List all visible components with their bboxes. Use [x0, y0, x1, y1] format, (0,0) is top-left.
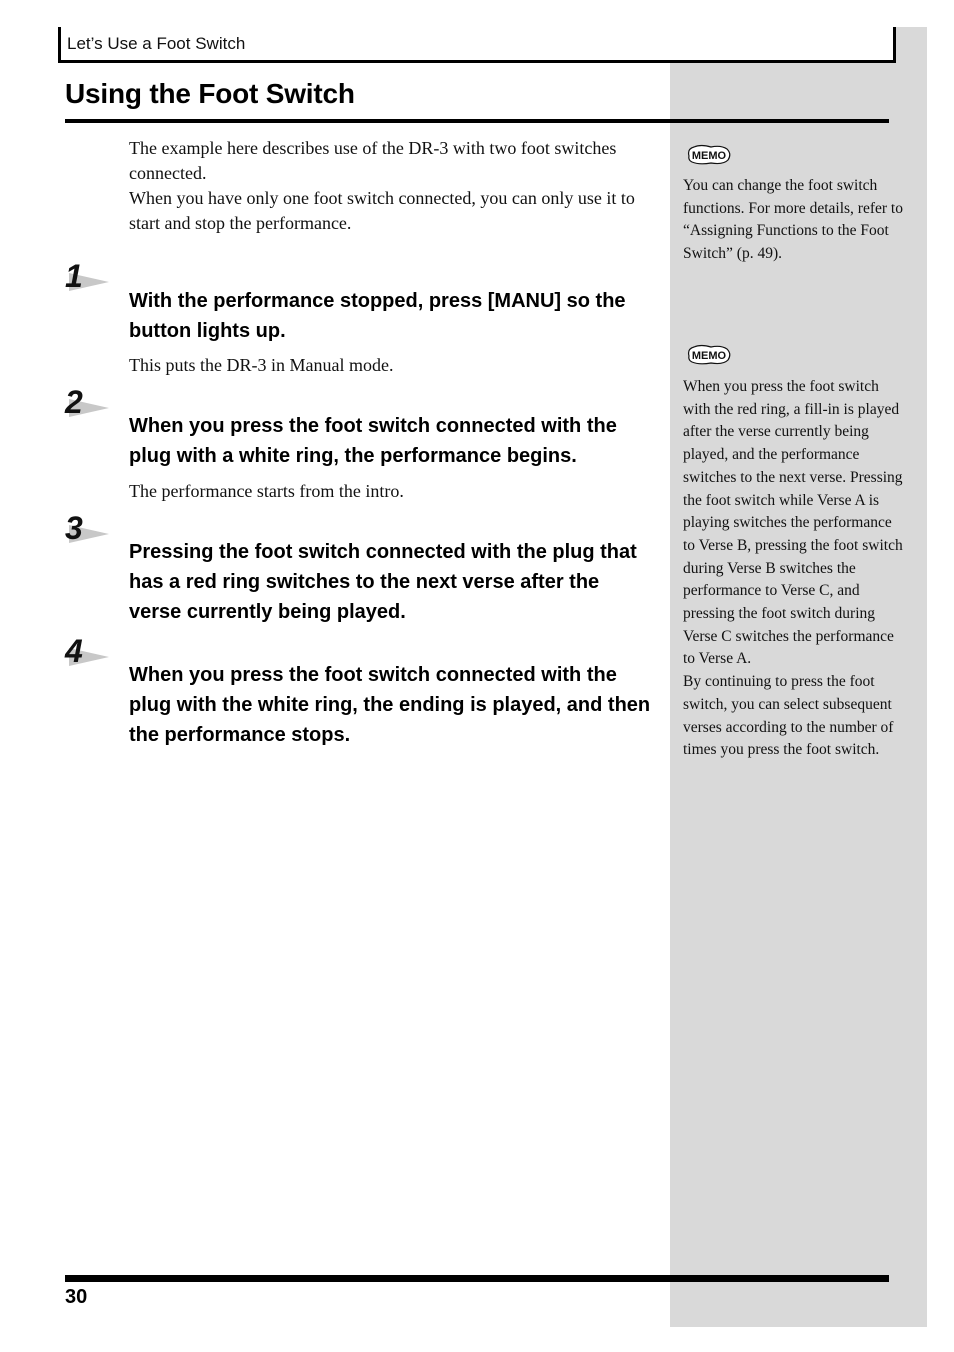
step-1-instruction: With the performance stopped, press [MANU] so the button lights up. — [129, 290, 626, 342]
header-section-label: Let’s Use a Foot Switch — [67, 34, 246, 53]
intro-paragraph-2: When you have only one foot switch connected, you can only use it to start and stop the performance. — [129, 188, 635, 233]
step-1-number: 1 — [65, 262, 113, 302]
footer-rule — [65, 1275, 889, 1282]
title-rule — [65, 119, 889, 123]
memo-icon-label: MEMO — [691, 150, 727, 162]
step-4-number: 4 — [65, 637, 113, 677]
step-1-result: This puts the DR-3 in Manual mode. — [129, 355, 394, 375]
running-header — [58, 27, 896, 63]
step-3-number: 3 — [65, 514, 113, 554]
page-title: Using the Foot Switch — [65, 78, 355, 109]
step-2-instruction: When you press the foot switch connected with the plug with a white ring, the performance begins. — [129, 415, 617, 467]
memo-icon — [685, 344, 733, 366]
step-2-number: 2 — [65, 388, 113, 428]
memo-1-text: You can change the foot switch functions. For more details, refer to “Assigning Functions to the Foot Switch” (p. 49). — [683, 177, 903, 263]
intro-paragraph-1: The example here describes use of the DR-3 with two foot switches connected. — [129, 138, 617, 183]
memo-2-text: When you press the foot switch with the red ring, a fill-in is played after the verse currently being played, and the performance switches to the next verse. Pressing the foot switch while Verse A is playing switches the performance to Verse B, pressing the foot switch during Verse B switches the performance to Verse C, and pressing the foot switch during Verse C switches the performance to Verse A. By continuing to press the foot switch, you can select subsequent verses according to the number of times you press the foot switch. — [683, 378, 903, 759]
intro-text — [129, 136, 654, 236]
step-3-instruction: Pressing the foot switch connected with the plug that has a red ring switches to the next verse after the verse currently being played. — [129, 541, 637, 623]
memo-icon-label: MEMO — [691, 350, 727, 362]
step-4-instruction: When you press the foot switch connected with the plug with the white ring, the ending is played, and then the performance stops. — [129, 664, 651, 746]
step-2-result: The performance starts from the intro. — [129, 481, 404, 501]
page-number: 30 — [65, 1286, 88, 1308]
memo-icon — [685, 144, 733, 166]
